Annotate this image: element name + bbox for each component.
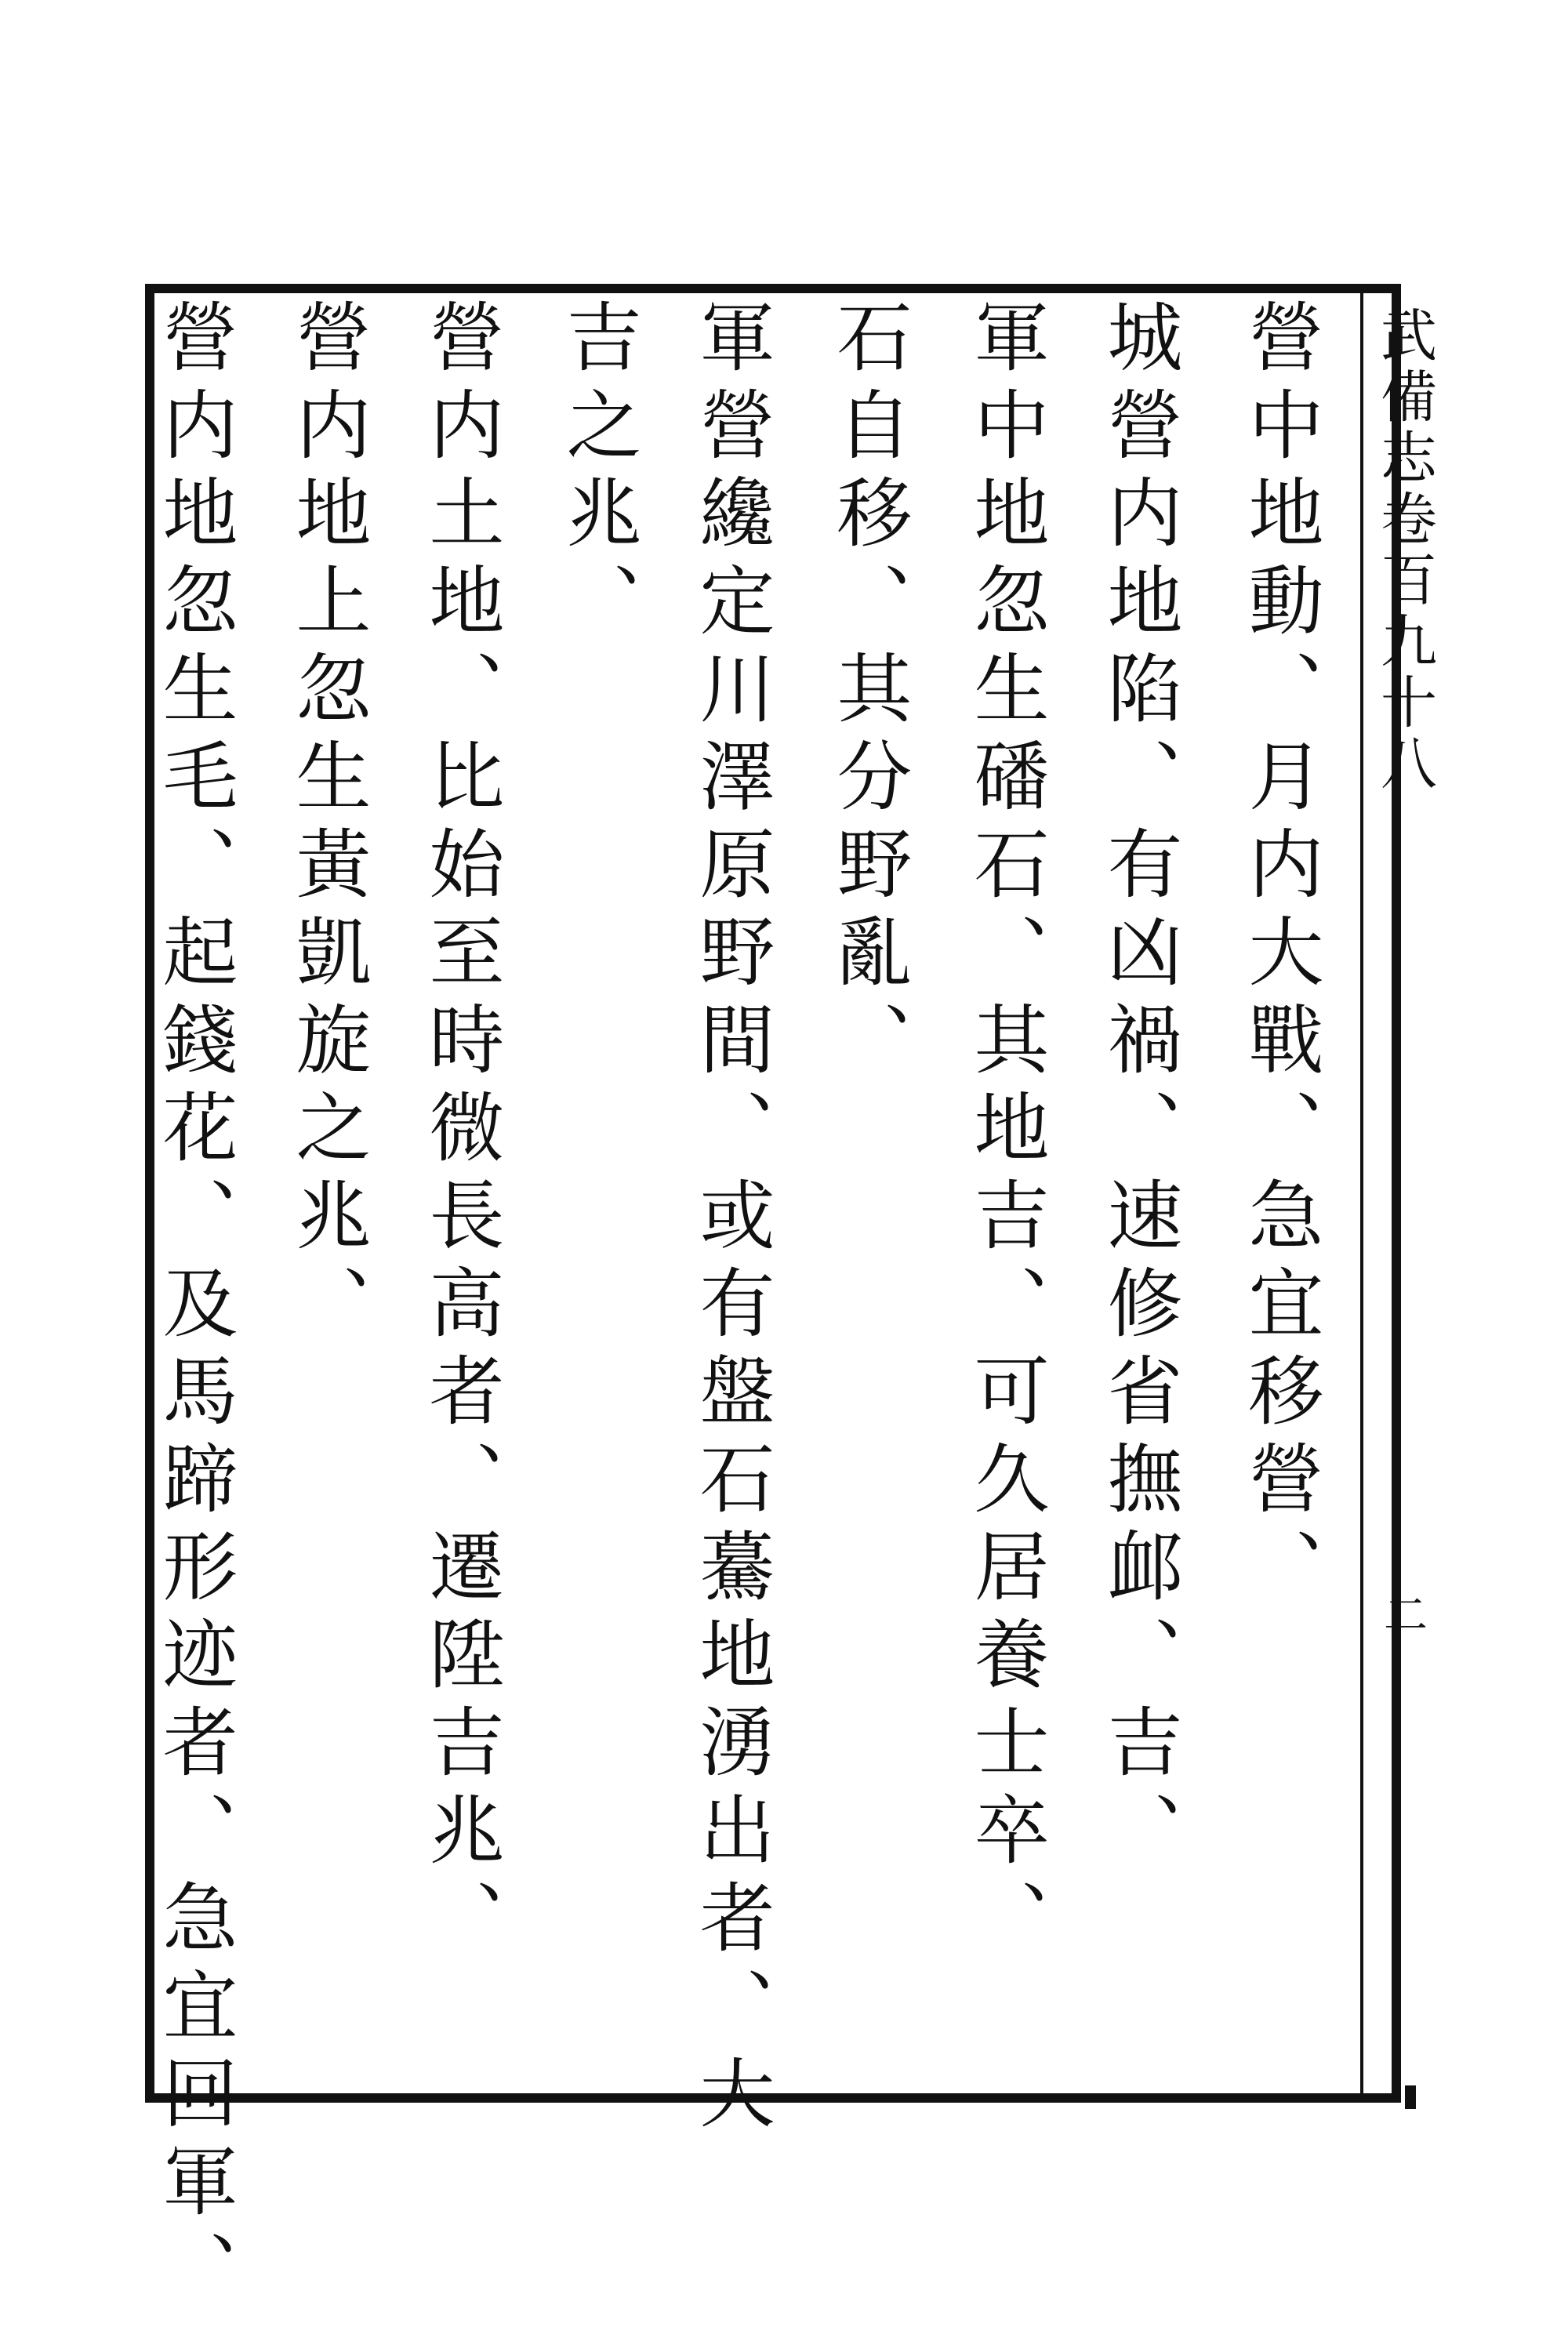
text-column-9: 營内地忽生毛、起錢花、及馬蹄形迹者、急宜回軍、 — [151, 298, 238, 2318]
text-column-8: 營内地上忽生黃凱旋之兆、 — [284, 298, 372, 1352]
text-column-2: 城營内地陷、有凶禍、速修省撫䘏、吉、 — [1095, 298, 1183, 1878]
margin-running-title: 武備志卷百九十八 — [1371, 306, 1437, 795]
text-column-7: 營内土地、比始至時微長高者、遷陞吉兆、 — [417, 298, 505, 1966]
text-column-6: 吉之兆、 — [554, 298, 642, 649]
margin-page-number: 二 — [1377, 1592, 1428, 1635]
text-column-3: 軍中地忽生磻石、其地吉、可久居養士卒、 — [962, 298, 1050, 1966]
text-column-1: 營中地動、月内大戰、急宜移營、 — [1236, 298, 1324, 1615]
edge-mark — [1405, 2085, 1416, 2109]
text-column-4: 石自移、其分野亂、 — [825, 298, 913, 1088]
text-column-5: 軍營纔定川澤原野間、或有盤石驀地湧出者、大 — [688, 298, 775, 2142]
margin-divider-rule — [1360, 289, 1363, 2101]
